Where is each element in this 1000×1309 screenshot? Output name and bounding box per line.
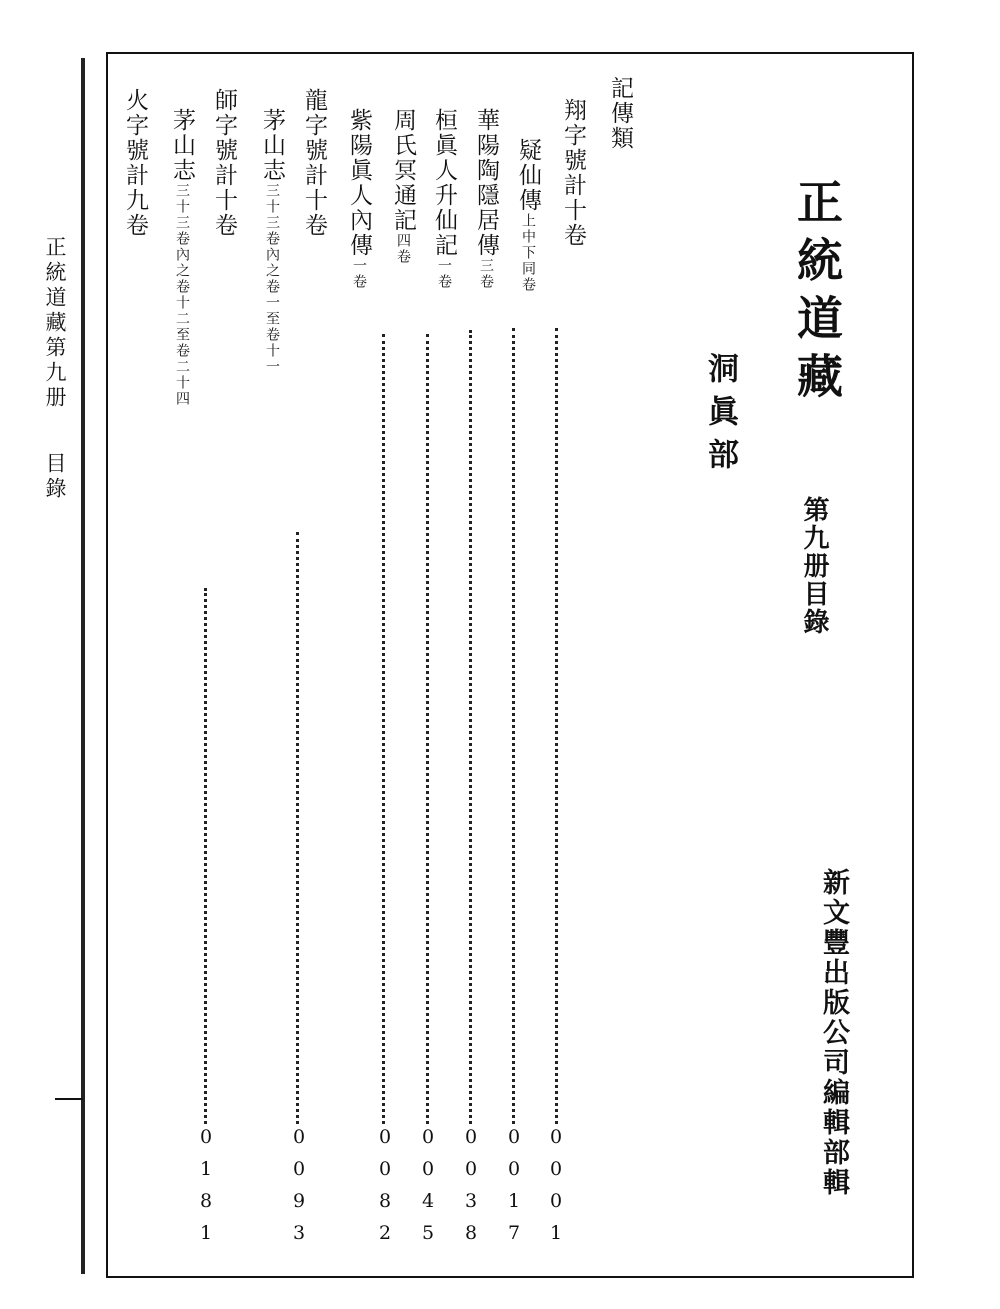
volume-heading: 第九册目錄 xyxy=(799,496,829,636)
toc-entry[interactable] xyxy=(343,108,376,290)
toc-entry[interactable] xyxy=(256,108,289,375)
book-title: 正統道藏 xyxy=(790,178,844,410)
entry-title: 茅山志 xyxy=(259,108,285,183)
category-heading: 記傳類 xyxy=(607,76,633,151)
toc-entry[interactable] xyxy=(387,108,420,265)
dot-leader xyxy=(204,588,207,1124)
toc-entry[interactable] xyxy=(512,138,545,293)
entry-title: 周氏冥通記 xyxy=(390,108,416,233)
page-number: 0093 xyxy=(288,1126,310,1254)
dot-leader xyxy=(469,330,472,1124)
entry-note: 三卷 xyxy=(478,258,494,290)
page-number: 0001 xyxy=(545,1126,567,1254)
group-heading: 龍字號計十卷 xyxy=(301,88,327,238)
dot-leader xyxy=(382,334,385,1124)
running-head-title: 正統道藏第九册 xyxy=(43,236,67,411)
toc-entry[interactable] xyxy=(470,108,503,290)
toc-entry[interactable] xyxy=(428,108,461,290)
entry-note: 三十三卷內之卷一至卷十一 xyxy=(264,183,280,375)
entry-note: 四卷 xyxy=(395,233,411,265)
entry-note: 一卷 xyxy=(436,258,452,290)
entry-note: 上中下同卷 xyxy=(520,213,536,293)
entry-note: 三十三卷內之卷十二至卷二十四 xyxy=(174,183,190,407)
entry-title: 茅山志 xyxy=(169,108,195,183)
dot-leader xyxy=(555,328,558,1124)
entry-title: 疑仙傳 xyxy=(515,138,541,213)
toc-entry[interactable] xyxy=(166,108,199,407)
group-heading: 火字號計九卷 xyxy=(122,88,148,238)
entry-title: 紫陽眞人內傳 xyxy=(346,108,372,258)
entry-title: 華陽陶隱居傳 xyxy=(473,108,499,258)
group-heading: 師字號計十卷 xyxy=(211,88,237,238)
page-number: 0181 xyxy=(195,1126,217,1254)
entry-title: 桓眞人升仙記 xyxy=(431,108,457,258)
frame-edge xyxy=(81,58,85,1274)
dot-leader xyxy=(426,334,429,1124)
page-number: 0045 xyxy=(417,1126,439,1254)
group-heading: 翔字號計十卷 xyxy=(560,98,586,248)
publisher: 新文豐出版公司編輯部輯 xyxy=(818,868,849,1198)
dot-leader xyxy=(296,532,299,1124)
page-number: 0017 xyxy=(503,1126,525,1254)
page-number: 0038 xyxy=(460,1126,482,1254)
dot-leader xyxy=(512,328,515,1124)
page-number: 0082 xyxy=(374,1126,396,1254)
division-title: 洞眞部 xyxy=(702,352,738,481)
entry-note: 一卷 xyxy=(351,258,367,290)
running-head-section: 目錄 xyxy=(43,452,67,502)
folio-mark xyxy=(55,1098,83,1100)
